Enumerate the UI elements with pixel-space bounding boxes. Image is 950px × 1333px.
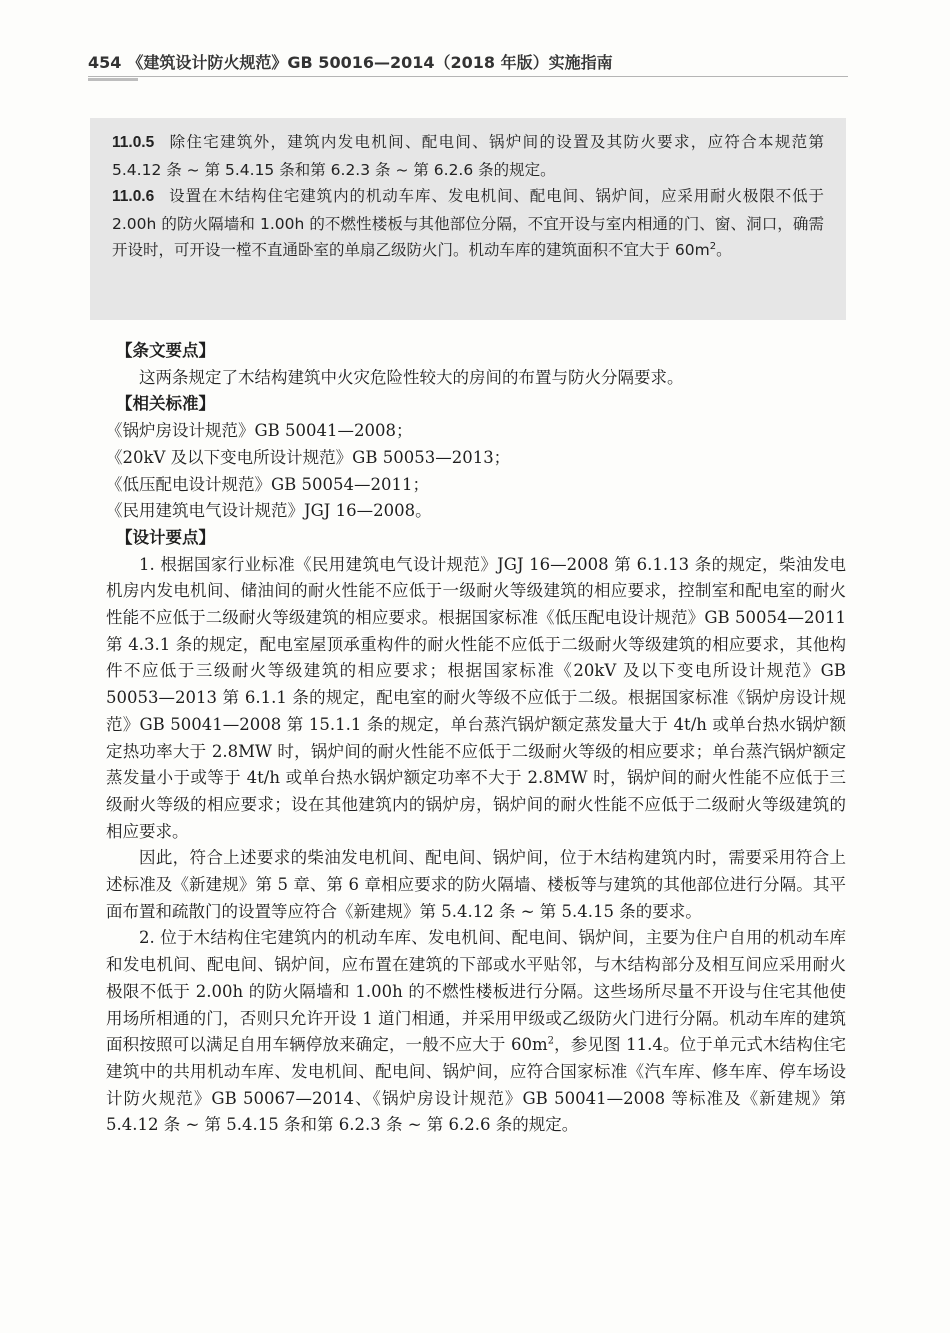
clause-11-0-5 xyxy=(112,129,824,183)
clause-text: 除住宅建筑外，建筑内发电机间、配电间、锅炉间的设置及其防火要求，应符合本规范第 5.4.12 条 ~ 第 5.4.15 条和第 6.2.3 条 ~ 第 6.2.6 条的规定。 xyxy=(112,133,824,179)
related-standard-item: 《20kV 及以下变电所设计规范》GB 50053—2013； xyxy=(106,447,511,467)
superscript: 2 xyxy=(709,240,717,252)
book-title: 《建筑设计防火规范》GB 50016—2014（2018 年版）实施指南 xyxy=(127,53,613,72)
page-number: 454 xyxy=(88,53,122,72)
clause-text-end: 。 xyxy=(716,241,732,259)
clause-number: 11.0.6 xyxy=(112,188,155,205)
header-divider xyxy=(88,76,848,77)
clause-box xyxy=(90,118,846,320)
related-standards-heading: 【相关标准】 xyxy=(116,394,215,414)
related-standard-item: 《民用建筑电气设计规范》JGJ 16—2008。 xyxy=(106,501,432,521)
design-paragraph-2: 因此，符合上述要求的柴油发电机间、配电间、锅炉间，位于木结构建筑内时，需要采用符合上述标准及《新建规》第 5 章、第 6 章相应要求的防火隔墙、楼板等与建筑的其他部位进行分隔。其平面布置和疏散门的设置等应符合《新建规》第 5.4.12 条 ~ 第 5.4.15 条的要求。 xyxy=(106,848,846,921)
running-header xyxy=(88,50,848,73)
design-paragraph-3 xyxy=(106,925,846,1139)
clause-11-0-6 xyxy=(112,183,824,264)
paragraph-text-end: ，参见图 11.4。位于单元式木结构住宅建筑中的共用机动车库、发电机间、配电间、锅炉间，应符合国家标准《汽车库、修车库、停车场设计防火规范》GB 50067—2014、《锅炉房设计规范》GB 50041—2008 等标准及《新建规》第 5.4.12 条 ~ 第 5.4.15 条和第 6.2.3 条 ~ 第 6.2.6 条的规定。 xyxy=(106,1035,846,1135)
design-points-heading: 【设计要点】 xyxy=(116,527,215,547)
clause-text: 设置在木结构住宅建筑内的机动车库、发电机间、配电间、锅炉间，应采用耐火极限不低于 2.00h 的防火隔墙和 1.00h 的不燃性楼板与其他部位分隔，不宜开设与室内相通的门、窗、洞口，确需开设时，可开设一樘不直通卧室的单扇乙级防火门。机动车库的建筑面积不宜大于 60m xyxy=(112,187,824,259)
clause-number: 11.0.5 xyxy=(112,134,155,151)
key-points-heading: 【条文要点】 xyxy=(116,341,215,360)
main-content xyxy=(106,338,846,1139)
design-paragraph-1: 1. 根据国家行业标准《民用建筑电气设计规范》JGJ 16—2008 第 6.1.13 条的规定，柴油发电机房内发电机间、储油间的耐火性能不应低于一级耐火等级建筑的相应要求，控制室和配电室的耐火性能不应低于二级耐火等级建筑的相应要求。根据国家标准《低压配电设计规范》GB 50054—2011 第 4.3.1 条的规定，配电室屋顶承重构件的耐火性能不应低于二级耐火等级建筑的相应要求，其他构件不应低于三级耐火等级建筑的相应要求；根据国家标准《20kV 及以下变电所设计规范》GB 50053—2013 第 6.1.1 条的规定，配电室的耐火等级不应低于二级。根据国家标准《锅炉房设计规范》GB 50041—2008 第 15.1.1 条的规定，单台蒸汽锅炉额定蒸发量大于 4t/h 或单台热水锅炉额定热功率大于 2.8MW 时，锅炉间的耐火性能不应低于二级耐火等级的相应要求；单台蒸汽锅炉额定蒸发量小于或等于 4t/h 或单台热水锅炉额定功率不大于 2.8MW 时，锅炉间的耐火性能不应低于三级耐火等级的相应要求；设在其他建筑内的锅炉房，锅炉间的耐火性能不应低于二级耐火等级建筑的相应要求。 xyxy=(106,554,846,841)
related-standard-item: 《锅炉房设计规范》GB 50041—2008； xyxy=(106,421,413,441)
related-standard-item: 《低压配电设计规范》GB 50054—2011； xyxy=(106,474,430,494)
paragraph-text: 2. 位于木结构住宅建筑内的机动车库、发电机间、配电间、锅炉间，主要为住户自用的机动车库和发电机间、配电间、锅炉间，应布置在建筑的下部或水平贴邻，与木结构部分及相互间应采用耐火极限不低于 2.00h 的防火隔墙和 1.00h 的不燃性楼板进行分隔。这些场所尽量不开设与住宅其他使用场所相通的门，否则只允许开设 1 道门相通，并采用甲级或乙级防火门进行分隔。机动车库的建筑面积按照可以满足自用车辆停放来确定，一般不应大于 60m xyxy=(106,928,846,1055)
superscript: 2 xyxy=(547,1035,554,1047)
key-points-text: 这两条规定了木结构建筑中火灾危险性较大的房间的布置与防火分隔要求。 xyxy=(139,367,684,387)
header-accent-bar xyxy=(88,78,138,81)
